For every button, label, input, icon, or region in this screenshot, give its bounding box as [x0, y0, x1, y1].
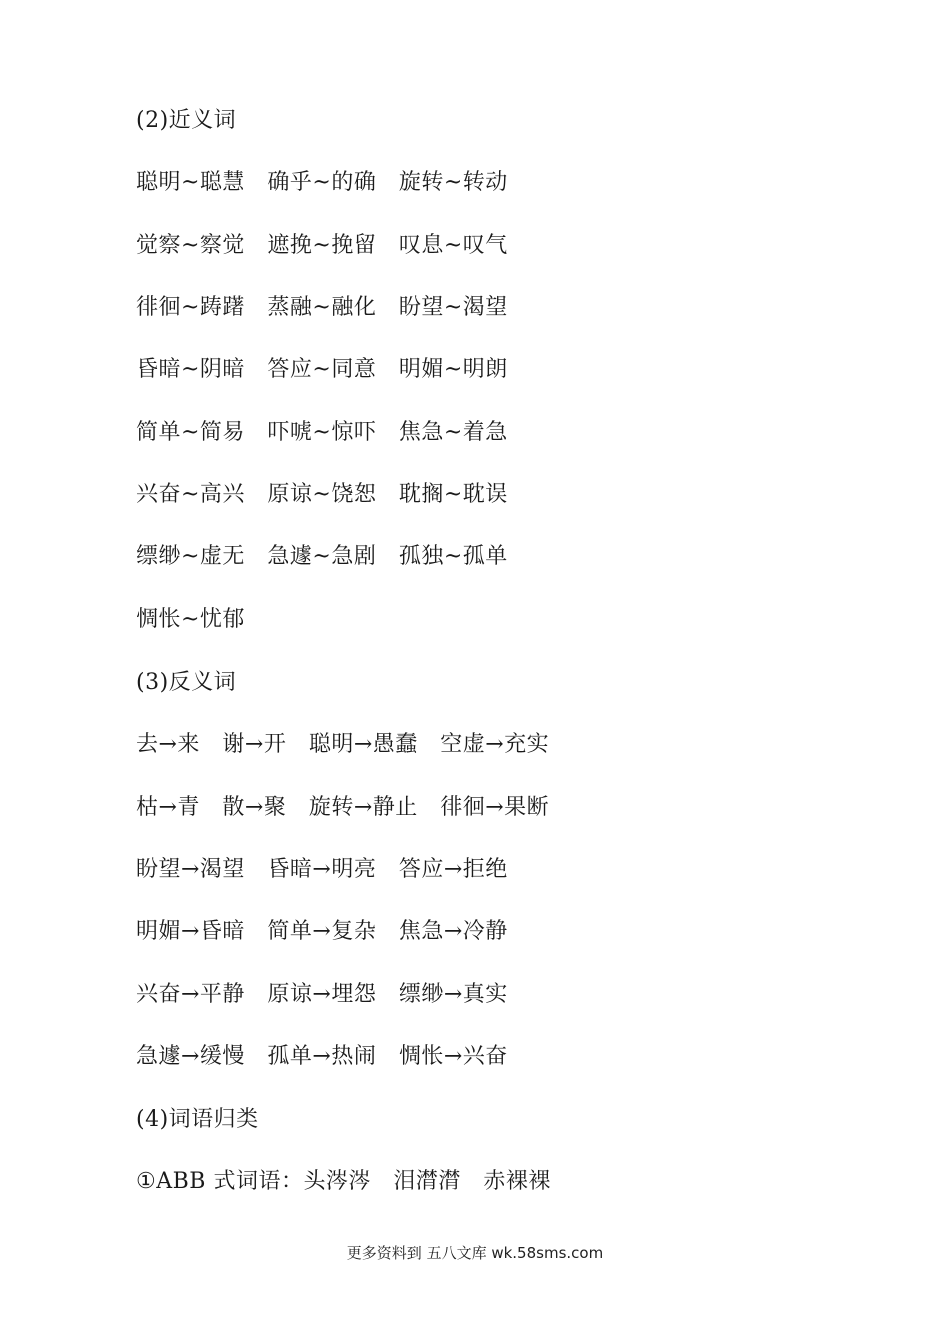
antonym-line: 明媚→昏暗 简单→复杂 焦急→冷静: [136, 919, 508, 944]
synonym-line: 昏暗~阴暗 答应~同意 明媚~明朗: [136, 357, 508, 382]
synonym-line: 徘徊~踌躇 蒸融~融化 盼望~渴望: [136, 295, 508, 320]
classification-line: ①ABB 式词语：头涔涔 泪潸潸 赤裸裸: [136, 1169, 551, 1194]
synonym-line: 惆怅~忧郁: [136, 607, 245, 632]
synonym-line: 觉察~察觉 遮挽~挽留 叹息~叹气: [136, 233, 508, 258]
section-heading-word-classification: (4)词语归类: [136, 1107, 259, 1132]
antonym-line: 枯→青 散→聚 旋转→静止 徘徊→果断: [136, 795, 550, 820]
antonym-line: 去→来 谢→开 聪明→愚蠢 空虚→充实: [136, 732, 550, 757]
antonym-line: 急遽→缓慢 孤单→热闹 惆怅→兴奋: [136, 1044, 508, 1069]
synonym-line: 缥缈~虚无 急遽~急剧 孤独~孤单: [136, 544, 508, 569]
page-footer: 更多资料到 五八文库 wk.58sms.com: [346, 1244, 604, 1262]
antonym-line: 盼望→渴望 昏暗→明亮 答应→拒绝: [136, 857, 508, 882]
synonym-line: 兴奋~高兴 原谅~饶恕 耽搁~耽误: [136, 482, 508, 507]
antonym-line: 兴奋→平静 原谅→埋怨 缥缈→真实: [136, 982, 508, 1007]
synonym-line: 聪明~聪慧 确乎~的确 旋转~转动: [136, 170, 508, 195]
synonym-line: 简单~简易 吓唬~惊吓 焦急~着急: [136, 420, 508, 445]
section-heading-antonyms: (3)反义词: [136, 670, 237, 695]
section-heading-synonyms: (2)近义词: [136, 108, 237, 133]
